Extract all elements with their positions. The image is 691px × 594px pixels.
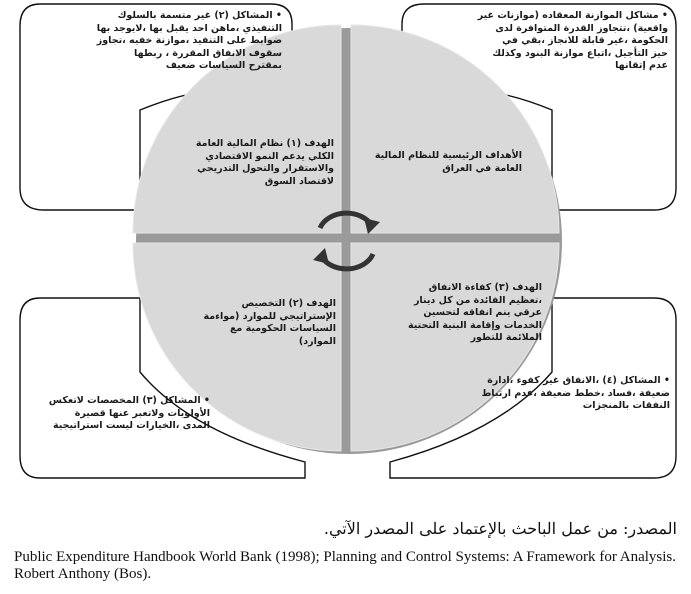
problem-box-top-right-text: • مشاكل الموازنة المعقاده (موازنات غير واقعية) ،تتجاوز القدرة المتوافرة لدى الحكومة ،غير قابلة للانجاز ،بقي في حيز التأجيل ،اتباع موازنة البنود وكذلك عدم إتقانها <box>477 10 668 72</box>
goal-quadrant-top-left-text: الهدف (١) نظام المالية العامة الكلي يدعم النمو الاقتصادي والاستقرار والتحول التدريجي لاقتصاد السوق <box>195 138 334 187</box>
problem-box-bottom-left-text: • المشاكل (٣) المخصصات لاتعكس الأولويات ولاتعبر عنها قصيرة المدى ،الخيارات ليست استراتيجية <box>48 395 210 432</box>
problem-box-top-left-text: • المشاكل (٢) غير متسمة بالسلوك التنفيذي ،ماهن احد يقبل بها ،لايوجد بها ضوابط على التنفيذ ،موازنة خفيه ،تجاوز سقوف الانفاق المقررة ، ربطها بمقترح السياسات ضعيف <box>96 10 282 72</box>
goal-quadrant-bottom-left-text: الهدف (٢) التخصيص الإستراتيجي للموارد (مواءمة السياسات الحكومية مع الموارد) <box>203 298 336 347</box>
source-arabic: المصدر: من عمل الباحث بالإعتماد على المصدر الآتي. <box>323 519 677 538</box>
goal-quadrant-bottom-right-text: الهدف (٣) كفاءة الانفاق ،تعظيم الفائدة من كل دينار عرقي ينم انفاقه لتحسين الخدمات وإقامة البنية التحتية الملائمة للتطور <box>408 282 542 344</box>
source-english: Public Expenditure Handbook World Bank (1998); Planning and Control Systems: A Framework for Analysis. Robert Anthony (Bos). <box>14 549 676 582</box>
problem-box-bottom-right-text: • المشاكل (٤) ،الانفاق غير كفوء ،ادارة ضعيفة ،فساد ،خطط ضعيفة ،عدم ارتباط النفقات بالمنجزات <box>481 375 670 412</box>
goal-quadrant-top-right-text: الأهداف الرئيسية للنظام المالية العامة في العراق <box>374 150 522 174</box>
